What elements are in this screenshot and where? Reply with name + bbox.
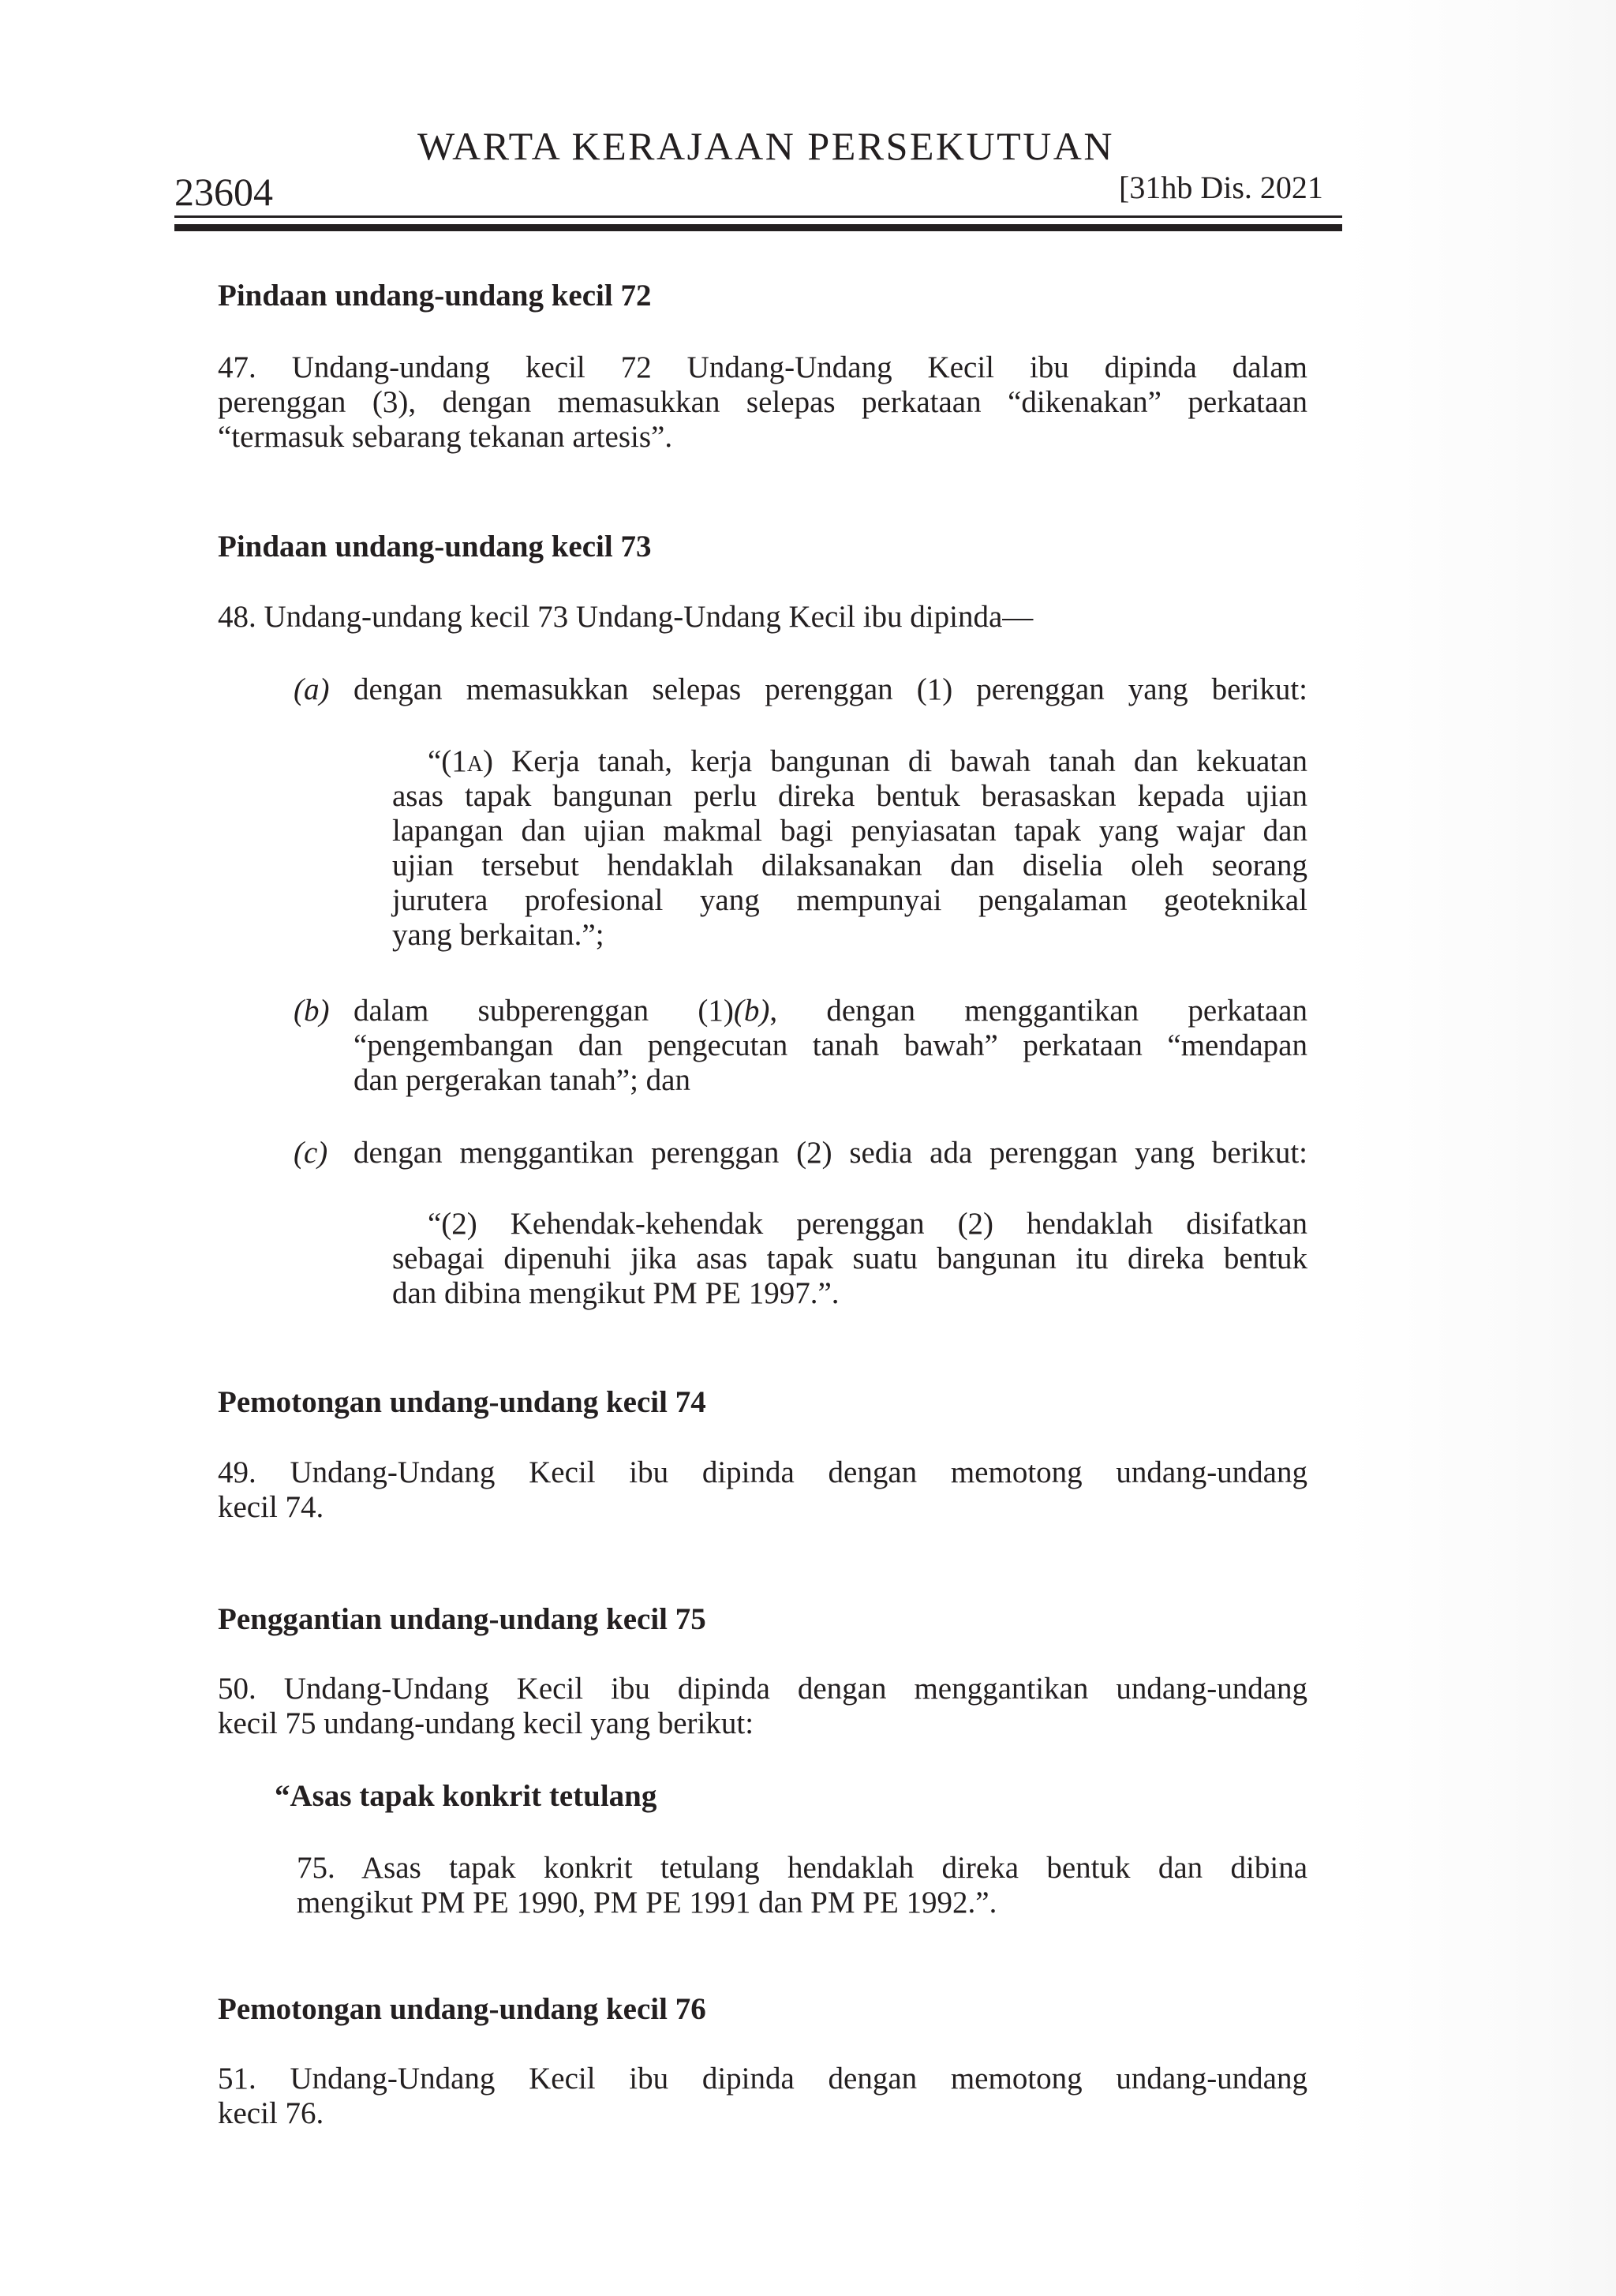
section-heading: Pindaan undang-undang kecil 72: [218, 279, 652, 313]
item-text: [354, 672, 1307, 707]
item-text: [354, 1136, 1307, 1170]
quoted-paragraph: [392, 744, 1307, 953]
item-label: (c): [294, 1136, 328, 1170]
quote-open: “(1: [428, 744, 467, 778]
section-paragraph: [218, 1672, 1307, 1741]
text-fragment: dalam subperenggan (1): [354, 994, 734, 1028]
quoted-paragraph: [297, 1851, 1307, 1920]
quoted-paragraph: [392, 1207, 1307, 1311]
gazette-date: [31hb Dis. 2021: [1119, 170, 1323, 205]
section-heading: Pemotongan undang-undang kecil 74: [218, 1385, 706, 1419]
scan-shading: [1345, 0, 1616, 2296]
text-line: kecil 76.: [218, 2096, 324, 2130]
text-line: 75. Asas tapak konkrit tetulang hendaklah direka bentuk dan dibina: [297, 1851, 1307, 1885]
text-line: 49. Undang-Undang Kecil ibu dipinda dengan memotong undang-undang: [218, 1455, 1307, 1489]
text-line: jurutera profesional yang mempunyai pengalaman geoteknikal: [392, 883, 1307, 917]
text-line: kecil 75 undang-undang kecil yang berikut:: [218, 1706, 754, 1740]
quote-first-line: ) Kerja tanah, kerja bangunan di bawah tanah dan kekuatan: [483, 744, 1307, 778]
section-heading: Pemotongan undang-undang kecil 76: [218, 1992, 706, 2026]
text-line: ujian tersebut hendaklah dilaksanakan dan diselia oleh seorang: [392, 848, 1307, 882]
header-rule-thin: [174, 215, 1342, 218]
item-text: [354, 994, 1307, 1098]
text-line: mengikut PM PE 1990, PM PE 1991 dan PM PE 1992.”.: [297, 1886, 997, 1920]
text-line: [354, 994, 1307, 1028]
text-line: dan pergerakan tanah”; dan: [354, 1063, 690, 1097]
text-line: perenggan (3), dengan memasukkan selepas perkataan “dikenakan” perkataan: [218, 385, 1307, 419]
text-line: sebagai dipenuhi jika asas tapak suatu bangunan itu direka bentuk: [392, 1242, 1307, 1275]
section-paragraph: [218, 2062, 1307, 2131]
text-line: 47. Undang-undang kecil 72 Undang-Undang Kecil ibu dipinda dalam: [218, 350, 1307, 384]
section-paragraph: [218, 600, 1307, 635]
text-line: 50. Undang-Undang Kecil ibu dipinda dengan menggantikan undang-undang: [218, 1672, 1307, 1706]
text-line: 51. Undang-Undang Kecil ibu dipinda dengan memotong undang-undang: [218, 2062, 1307, 2096]
text-line: lapangan dan ujian makmal bagi penyiasatan tapak yang wajar dan: [392, 814, 1307, 848]
text-fragment-italic: (b): [733, 994, 770, 1028]
text-line: yang berkaitan.”;: [392, 918, 604, 952]
header-rule-thick: [174, 224, 1342, 231]
text-line: asas tapak bangunan perlu direka bentuk berasaskan kepada ujian: [392, 779, 1307, 813]
section-paragraph: [218, 1455, 1307, 1525]
page-number: 23604: [174, 170, 273, 214]
text-fragment: , dengan menggantikan perkataan: [769, 994, 1307, 1028]
text-line: dengan memasukkan selepas perenggan (1) perenggan yang berikut:: [354, 672, 1307, 706]
text-line: “pengembangan dan pengecutan tanah bawah” perkataan “mendapan: [354, 1028, 1307, 1062]
gazette-title: WARTA KERAJAAN PERSEKUTUAN: [417, 124, 1115, 168]
text-line: dengan menggantikan perenggan (2) sedia ada perenggan yang berikut:: [354, 1136, 1307, 1170]
text-line: [392, 744, 1307, 779]
section-heading: Penggantian undang-undang kecil 75: [218, 1602, 706, 1636]
section-paragraph: [218, 350, 1307, 455]
text-line: “(2) Kehendak-kehendak perenggan (2) hendaklah disifatkan: [428, 1207, 1307, 1241]
text-line: “termasuk sebarang tekanan artesis”.: [218, 420, 673, 454]
text-line: 48. Undang-undang kecil 73 Undang-Undang Kecil ibu dipinda—: [218, 600, 1034, 634]
text-line: dan dibina mengikut PM PE 1997.”.: [392, 1276, 840, 1310]
section-heading: Pindaan undang-undang kecil 73: [218, 530, 652, 564]
text-line: kecil 74.: [218, 1490, 324, 1524]
item-label: (a): [294, 672, 330, 706]
item-label: (b): [294, 994, 330, 1028]
quote-small-caps: A: [466, 752, 484, 777]
subsection-heading: “Asas tapak konkrit tetulang: [275, 1779, 657, 1813]
